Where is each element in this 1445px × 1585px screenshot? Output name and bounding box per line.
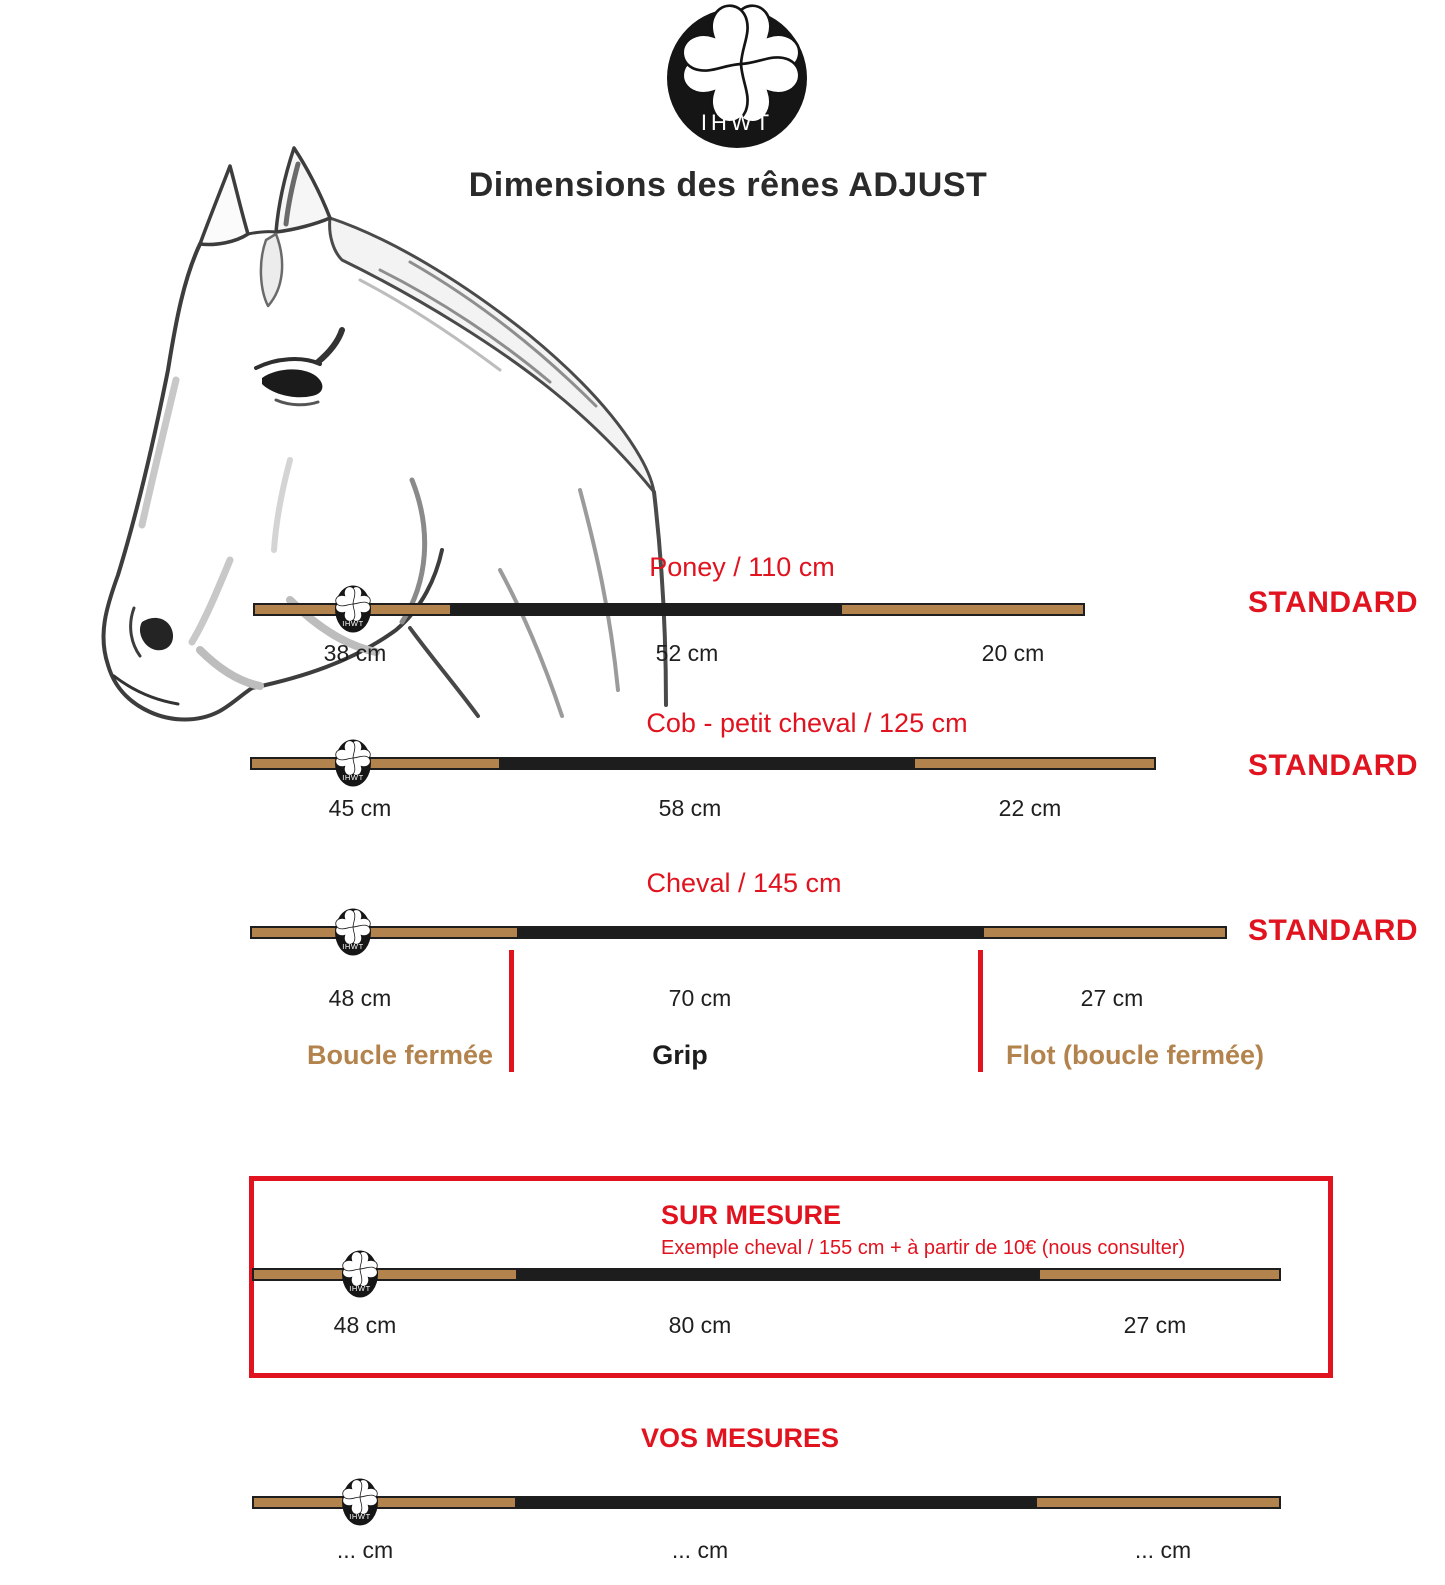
logo-ihwt-text: IHWT <box>700 110 774 135</box>
standard-badge: STANDARD <box>1247 586 1419 619</box>
ihwt-clover-badge <box>340 1476 380 1528</box>
rein-bar-sur-mesure <box>252 1268 1281 1281</box>
row-title-poney: Poney / 110 cm <box>649 552 835 582</box>
ihwt-logo <box>652 0 822 163</box>
measure-label: ... cm <box>1134 1537 1192 1563</box>
row-title-cheval: Cheval / 145 cm <box>646 868 842 898</box>
rein-segment-grip <box>517 1496 1035 1509</box>
rein-bar-vos-mesures <box>252 1496 1281 1509</box>
measure-label: ... cm <box>336 1537 394 1563</box>
ihwt-clover-badge <box>340 1248 380 1300</box>
section-divider-line <box>978 950 983 1072</box>
rein-segment-left <box>250 926 519 939</box>
row-title-cob: Cob - petit cheval / 125 cm <box>646 708 968 738</box>
rein-bar-poney <box>253 603 1085 616</box>
rein-segment-right <box>913 757 1156 770</box>
rein-segment-grip <box>501 757 913 770</box>
ihwt-clover-badge <box>333 583 373 635</box>
measure-label: 38 cm <box>323 640 387 666</box>
measure-label: 80 cm <box>668 1312 732 1338</box>
sur-mesure-title: SUR MESURE <box>661 1200 842 1230</box>
measure-label: 70 cm <box>668 985 732 1011</box>
rein-segment-right <box>982 926 1227 939</box>
measure-label: 27 cm <box>1080 985 1144 1011</box>
rein-bar-cheval <box>250 926 1227 939</box>
rein-segment-left <box>252 1496 517 1509</box>
rein-segment-left <box>252 1268 518 1281</box>
measure-label: 27 cm <box>1123 1312 1187 1338</box>
rein-segment-grip <box>519 926 982 939</box>
rein-segment-right <box>1038 1268 1281 1281</box>
standard-badge: STANDARD <box>1247 914 1419 947</box>
measure-label: ... cm <box>671 1537 729 1563</box>
rein-segment-grip <box>452 603 840 616</box>
section-divider-line <box>509 950 514 1072</box>
rein-segment-left <box>250 757 501 770</box>
sur-mesure-subtitle: Exemple cheval / 155 cm + à partir de 10€ (nous consulter) <box>661 1237 1186 1259</box>
vos-mesures-title: VOS MESURES <box>640 1423 840 1453</box>
section-label-flot: Flot (boucle fermée) <box>1005 1040 1265 1070</box>
measure-label: 45 cm <box>328 795 392 821</box>
measure-label: 48 cm <box>333 1312 397 1338</box>
page-title: Dimensions des rênes ADJUST <box>468 166 988 204</box>
measure-label: 58 cm <box>658 795 722 821</box>
rein-segment-grip <box>518 1268 1038 1281</box>
standard-badge: STANDARD <box>1247 749 1419 782</box>
ihwt-clover-badge <box>333 906 373 958</box>
section-label-grip: Grip <box>652 1040 708 1070</box>
rein-segment-right <box>840 603 1085 616</box>
measure-label: 48 cm <box>328 985 392 1011</box>
rein-segment-right <box>1035 1496 1281 1509</box>
measure-label: 20 cm <box>981 640 1045 666</box>
rein-bar-cob <box>250 757 1156 770</box>
measure-label: 52 cm <box>655 640 719 666</box>
ihwt-clover-badge <box>333 737 373 789</box>
measure-label: 22 cm <box>998 795 1062 821</box>
section-label-boucle-fermee: Boucle fermée <box>306 1040 494 1070</box>
